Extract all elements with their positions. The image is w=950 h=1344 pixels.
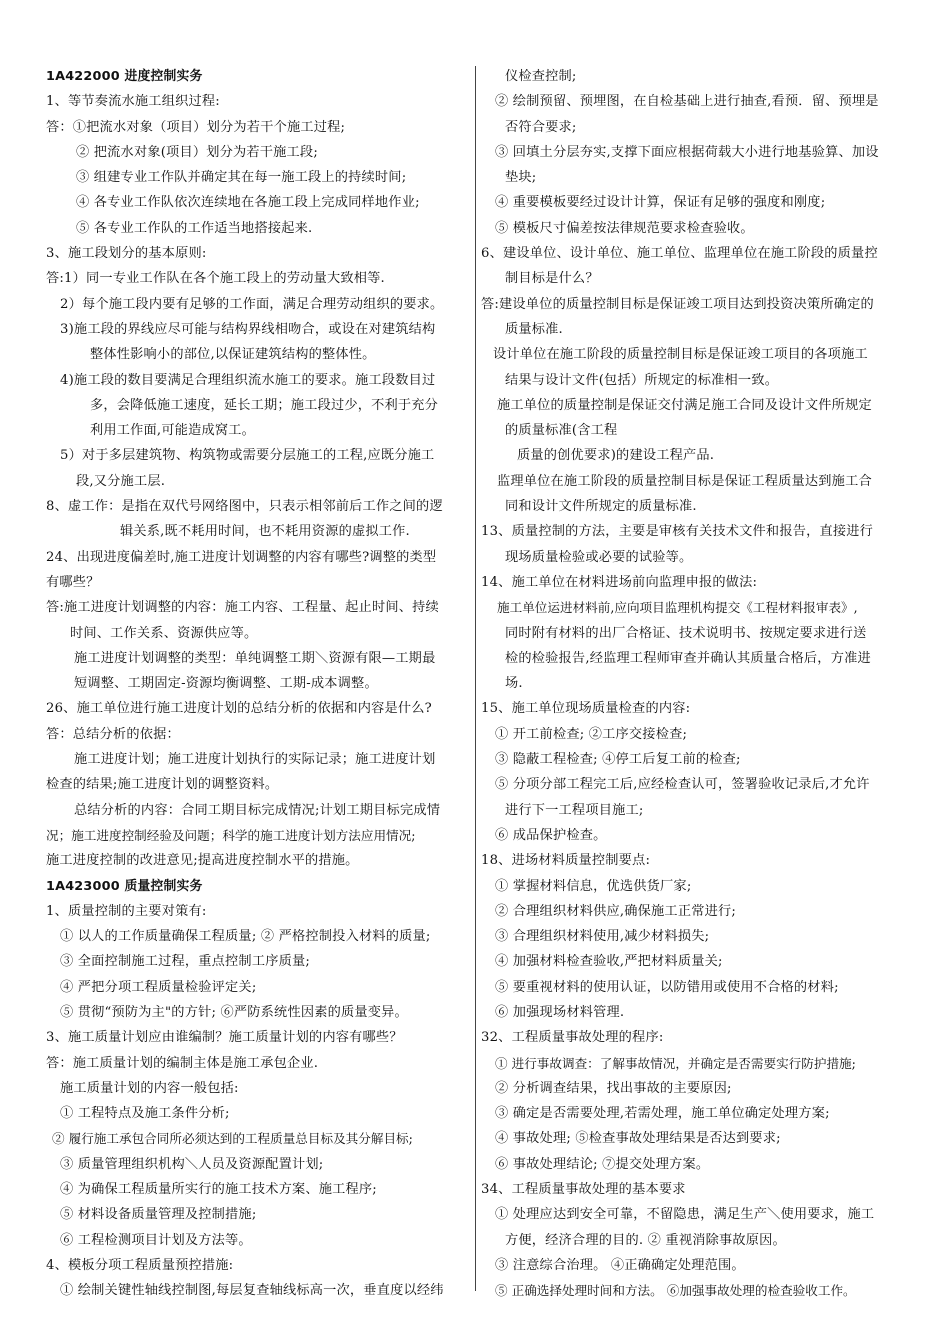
text-line: 3、施工质量计划应由谁编制？施工质量计划的内容有哪些？ bbox=[46, 1030, 403, 1046]
text-line: ② 把流水对象(项目）划分为若干施工段; bbox=[76, 144, 318, 160]
text-line: ④ 严把分项工程质量检验评定关; bbox=[60, 979, 257, 995]
text-line: ① 掌握材料信息，优选供货厂家; bbox=[495, 878, 692, 894]
text-line: 短调整、工期固定-资源均衡调整、工期-成本调整。 bbox=[74, 676, 378, 692]
text-line: 1、质量控制的主要对策有: bbox=[46, 903, 207, 919]
text-line: 施工进度计划；施工进度计划执行的实际记录；施工进度计划 bbox=[74, 752, 436, 768]
text-line: ④ 各专业工作队依次连续地在各施工段上完成同样地作业; bbox=[76, 195, 420, 211]
text-line: 进行下一工程项目施工; bbox=[505, 802, 644, 818]
text-line: 施工单位运进材料前,应向项目监理机构提交《工程材料报审表》, bbox=[497, 600, 858, 616]
text-line: 施工进度计划调整的类型：单纯调整工期＼资源有限—工期最 bbox=[74, 650, 436, 666]
text-line: 施工进度控制的改进意见;提高进度控制水平的措施。 bbox=[46, 853, 359, 869]
text-line: 的质量标准(含工程 bbox=[505, 423, 618, 439]
text-line: 质量的创优要求)的建设工程产品. bbox=[517, 448, 715, 464]
text-line: 利用工作面,可能造成窝工。 bbox=[90, 423, 256, 439]
text-line: 有哪些？ bbox=[46, 574, 100, 590]
text-line: ④ 重要模板要经过设计计算，保证有足够的强度和刚度; bbox=[495, 195, 826, 211]
text-line: ④ 为确保工程质量所实行的施工技术方案、施工程序; bbox=[60, 1182, 377, 1198]
text-line: ② 分析调查结果，找出事故的主要原因; bbox=[495, 1080, 732, 1096]
text-line: 段,又分施工层. bbox=[76, 473, 166, 489]
text-line: 多，会降低施工速度，延长工期；施工段过少，不利于充分 bbox=[90, 397, 439, 413]
text-line: 6、建设单位、设计单位、施工单位、监理单位在施工阶段的质量控 bbox=[481, 246, 878, 262]
text-line: 制目标是什么？ bbox=[505, 271, 599, 287]
text-line: ③ 合理组织材料使用,减少材料损失; bbox=[495, 929, 710, 945]
text-line: 质量标准. bbox=[505, 321, 563, 337]
text-line: ② 合理组织材料供应,确保施工正常进行; bbox=[495, 903, 737, 919]
text-line: ③ 确定是否需要处理,若需处理，施工单位确定处理方案; bbox=[495, 1106, 830, 1122]
text-line: 检查的结果;施工进度计划的调整资料。 bbox=[46, 777, 279, 793]
text-line: ⑥ 事故处理结论; ⑦提交处理方案。 bbox=[495, 1156, 710, 1172]
text-line: ⑤ 贯彻“预防为主"的方针; ⑥严防系统性因素的质量变异。 bbox=[60, 1004, 408, 1020]
text-line: 施工单位的质量控制是保证交付满足施工合同及设计文件所规定 bbox=[497, 397, 872, 413]
text-line: ⑤ 模板尺寸偏差按法律规范要求检查验收。 bbox=[495, 220, 754, 236]
text-line: 2）每个施工段内要有足够的工作面，满足合理劳动组织的要求。 bbox=[60, 296, 444, 312]
text-line: 检的检验报告,经监理工程师审查并确认其质量合格后，方准进 bbox=[505, 650, 871, 666]
text-line: 同和设计文件所规定的质量标准. bbox=[505, 499, 697, 515]
text-line: 否符合要求; bbox=[505, 119, 577, 135]
text-line: ③ 回填土分层夯实,支撑下面应根据荷载大小进行地基验算、加设 bbox=[495, 144, 879, 160]
text-line: ① 以人的工作质量确保工程质量; ② 严格控制投入材料的质量; bbox=[60, 929, 431, 945]
text-line: 施工质量计划的内容一般包括: bbox=[60, 1080, 239, 1096]
text-line: 4)施工段的数目要满足合理组织流水施工的要求。施工段数目过 bbox=[60, 372, 436, 388]
text-line: 整体性影响小的部位,以保证建筑结构的整体性。 bbox=[90, 347, 376, 363]
text-line: 15、施工单位现场质量检查的内容: bbox=[481, 701, 691, 717]
text-line: 13、质量控制的方法，主要是审核有关技术文件和报告，直接进行 bbox=[481, 524, 874, 540]
column-divider bbox=[475, 66, 476, 1291]
text-line: ① 绘制关键性轴线控制图,每层复查轴线标高一次，垂直度以经纬 bbox=[60, 1283, 444, 1299]
text-line: 3)施工段的界线应尽可能与结构界线相吻合，或设在对建筑结构 bbox=[60, 321, 436, 337]
text-line: ① 开工前检查; ②工序交接检查; bbox=[495, 726, 688, 742]
text-line: ③ 全面控制施工过程，重点控制工序质量; bbox=[60, 954, 311, 970]
section-heading: 1A423000 质量控制实务 bbox=[46, 878, 203, 894]
text-line: 仪检查控制; bbox=[505, 69, 577, 84]
text-line: 总结分析的内容：合同工期目标完成情况;计划工期目标完成情 bbox=[74, 802, 441, 818]
text-line: ⑤ 各专业工作队的工作适当地搭接起来. bbox=[76, 220, 313, 236]
text-line: 3、施工段划分的基本原则: bbox=[46, 246, 207, 262]
text-line: 结果与设计文件(包括）所规定的标准相一致。 bbox=[505, 372, 779, 388]
text-line: 5）对于多层建筑物、构筑物或需要分层施工的工程,应既分施工 bbox=[60, 448, 435, 464]
text-line: 34、工程质量事故处理的基本要求 bbox=[481, 1182, 686, 1198]
text-line: 答:建设单位的质量控制目标是保证竣工项目达到投资决策所确定的 bbox=[481, 296, 874, 312]
text-line: 1、等节奏流水施工组织过程: bbox=[46, 94, 220, 110]
text-line: 同时附有材料的出厂合格证、技术说明书、按规定要求进行送 bbox=[505, 625, 867, 641]
text-line: 时间、工作关系、资源供应等。 bbox=[70, 625, 258, 641]
text-line: ④ 事故处理; ⑤检查事故处理结果是否达到要求; bbox=[495, 1131, 781, 1147]
text-line: 24、出现进度偏差时,施工进度计划调整的内容有哪些?调整的类型 bbox=[46, 549, 437, 565]
text-line: 4、模板分项工程质量预控措施: bbox=[46, 1257, 234, 1273]
text-line: ⑤ 分项分部工程完工后,应经检查认可，签署验收记录后,才允许 bbox=[495, 777, 870, 793]
text-line: 答：施工质量计划的编制主体是施工承包企业. bbox=[46, 1055, 319, 1071]
text-line: 辑关系,既不耗用时间，也不耗用资源的虚拟工作. bbox=[120, 524, 410, 540]
text-line: ③ 注意综合治理。 ④正确确定处理范围。 bbox=[495, 1257, 745, 1273]
section-heading: 1A422000 进度控制实务 bbox=[46, 69, 203, 84]
text-line: 设计单位在施工阶段的质量控制目标是保证竣工项目的各项施工 bbox=[493, 347, 868, 363]
right-column bbox=[481, 64, 913, 1304]
text-line: ⑥ 工程检测项目计划及方法等。 bbox=[60, 1232, 252, 1248]
text-line: 8、虚工作：是指在双代号网络图中，只表示相邻前后工作之间的逻 bbox=[46, 499, 443, 515]
text-line: ② 履行施工承包合同所必须达到的工程质量总目标及其分解目标; bbox=[52, 1131, 413, 1147]
text-line: 答：总结分析的依据： bbox=[46, 726, 180, 742]
text-line: ⑤ 材料设备质量管理及控制措施; bbox=[60, 1207, 257, 1223]
text-line: ⑥ 成品保护检查。 bbox=[495, 827, 607, 843]
text-line: 26、施工单位进行施工进度计划的总结分析的依据和内容是什么? bbox=[46, 701, 432, 717]
text-line: 答:1）同一专业工作队在各个施工段上的劳动量大致相等. bbox=[46, 271, 385, 287]
text-line: ③ 质量管理组织机构＼人员及资源配置计划; bbox=[60, 1156, 324, 1172]
text-line: 答:施工进度计划调整的内容：施工内容、工程量、起止时间、持续 bbox=[46, 600, 439, 616]
text-line: 18、进场材料质量控制要点: bbox=[481, 853, 651, 869]
text-line: 14、施工单位在材料进场前向监理申报的做法: bbox=[481, 574, 758, 590]
text-line: ⑤ 要重视材料的使用认证，以防错用或使用不合格的材料; bbox=[495, 979, 839, 995]
text-line: 方便，经济合理的目的. ② 重视消除事故原因。 bbox=[505, 1232, 786, 1248]
text-line: 答：①把流水对象（项目）划分为若干个施工过程; bbox=[46, 119, 346, 135]
text-line: 况；施工进度控制经验及问题；科学的施工进度计划方法应用情况; bbox=[46, 827, 416, 843]
text-line: ⑤ 正确选择处理时间和方法。 ⑥加强事故处理的检查验收工作。 bbox=[495, 1283, 856, 1299]
text-line: ② 绘制预留、预埋图，在自检基础上进行抽查,看预．留、预埋是 bbox=[495, 94, 879, 110]
text-line: ① 进行事故调查：了解事故情况，并确定是否需要实行防护措施; bbox=[495, 1055, 856, 1071]
text-line: 监理单位在施工阶段的质量控制目标是保证工程质量达到施工合 bbox=[497, 473, 872, 489]
text-line: 32、工程质量事故处理的程序: bbox=[481, 1030, 664, 1046]
text-line: ⑥ 加强现场材料管理. bbox=[495, 1004, 625, 1020]
left-column bbox=[46, 64, 471, 1304]
text-line: 现场质量检验或必要的试验等。 bbox=[505, 549, 693, 565]
text-line: ③ 组建专业工作队并确定其在每一施工段上的持续时间; bbox=[76, 170, 407, 186]
text-line: ③ 隐蔽工程检查; ④停工后复工前的检查; bbox=[495, 752, 741, 768]
text-line: ① 处理应达到安全可靠，不留隐患，满足生产＼使用要求，施工 bbox=[495, 1207, 875, 1223]
text-line: ① 工程特点及施工条件分析; bbox=[60, 1106, 230, 1122]
text-line: 垫块; bbox=[505, 170, 537, 186]
text-line: ④ 加强材料检查验收,严把材料质量关; bbox=[495, 954, 723, 970]
text-line: 场. bbox=[505, 676, 523, 692]
